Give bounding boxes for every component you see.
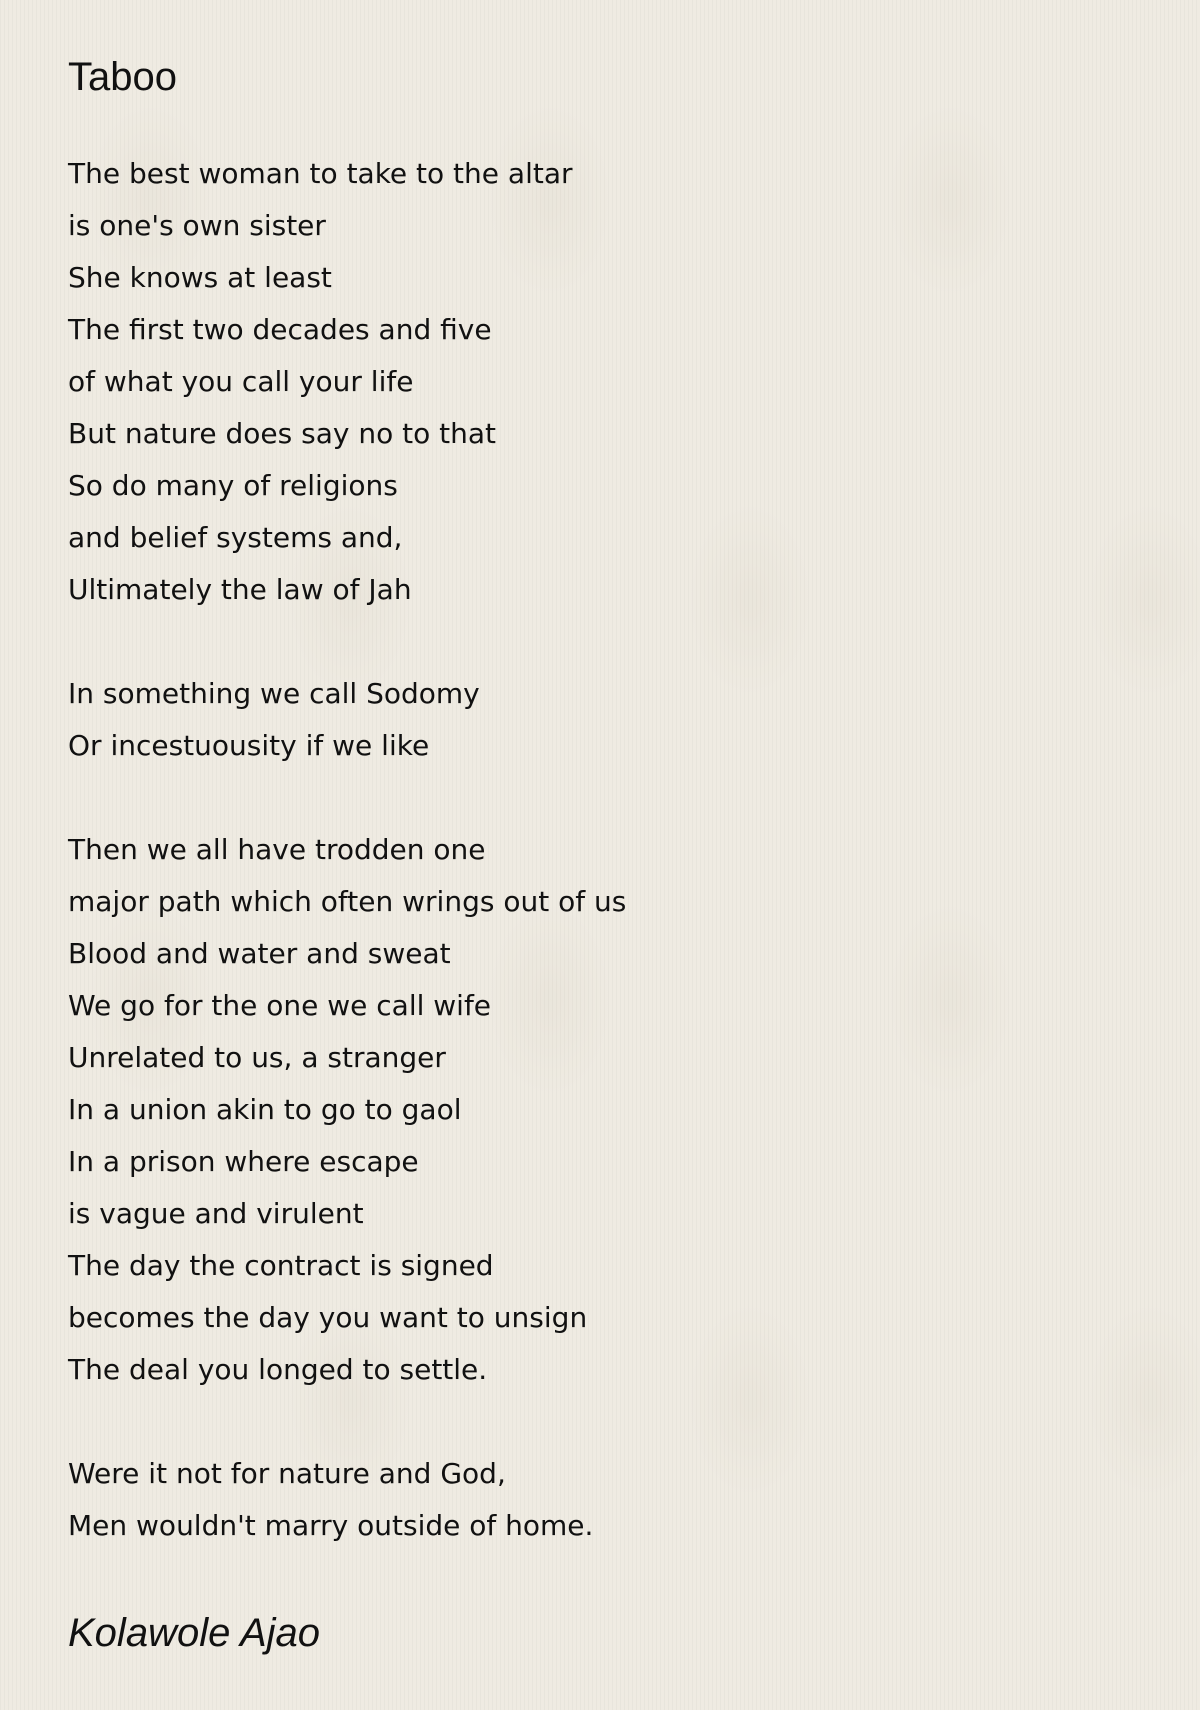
stanza-break <box>68 1396 626 1448</box>
poem-line: Blood and water and sweat <box>68 937 451 970</box>
poem-line: She knows at least <box>68 261 332 294</box>
poem-line: In a prison where escape <box>68 1145 419 1178</box>
poem-line: So do many of religions <box>68 469 398 502</box>
stanza <box>68 148 626 616</box>
poem-body <box>68 148 626 1552</box>
stanza <box>68 1448 626 1552</box>
poem-line: and belief systems and, <box>68 521 403 554</box>
poem-line: We go for the one we call wife <box>68 989 492 1022</box>
poem-line: becomes the day you want to unsign <box>68 1301 588 1334</box>
poem-line: is vague and virulent <box>68 1197 364 1230</box>
stanza-break <box>68 616 626 668</box>
poem-line: Or incestuousity if we like <box>68 729 430 762</box>
stanza <box>68 668 626 772</box>
poem-line: Men wouldn't marry outside of home. <box>68 1509 594 1542</box>
poem-line: Ultimately the law of Jah <box>68 573 412 606</box>
poem-line: In a union akin to go to gaol <box>68 1093 462 1126</box>
poem-line: Then we all have trodden one <box>68 833 486 866</box>
poem-line: Were it not for nature and God, <box>68 1457 506 1490</box>
stanza-break <box>68 772 626 824</box>
poem-line: The best woman to take to the altar <box>68 157 573 190</box>
poem-line: The first two decades and five <box>68 313 492 346</box>
poem-line: is one's own sister <box>68 209 326 242</box>
poem-line: But nature does say no to that <box>68 417 496 450</box>
poem-line: of what you call your life <box>68 365 414 398</box>
poem-line: The day the contract is signed <box>68 1249 494 1282</box>
poem-line: In something we call Sodomy <box>68 677 480 710</box>
stanza <box>68 824 626 1396</box>
poem-line: Unrelated to us, a stranger <box>68 1041 446 1074</box>
poem-line: major path which often wrings out of us <box>68 885 627 918</box>
poem-title: Taboo <box>68 55 177 99</box>
poem-author: Kolawole Ajao <box>68 1611 321 1655</box>
poem-line: The deal you longed to settle. <box>68 1353 488 1386</box>
